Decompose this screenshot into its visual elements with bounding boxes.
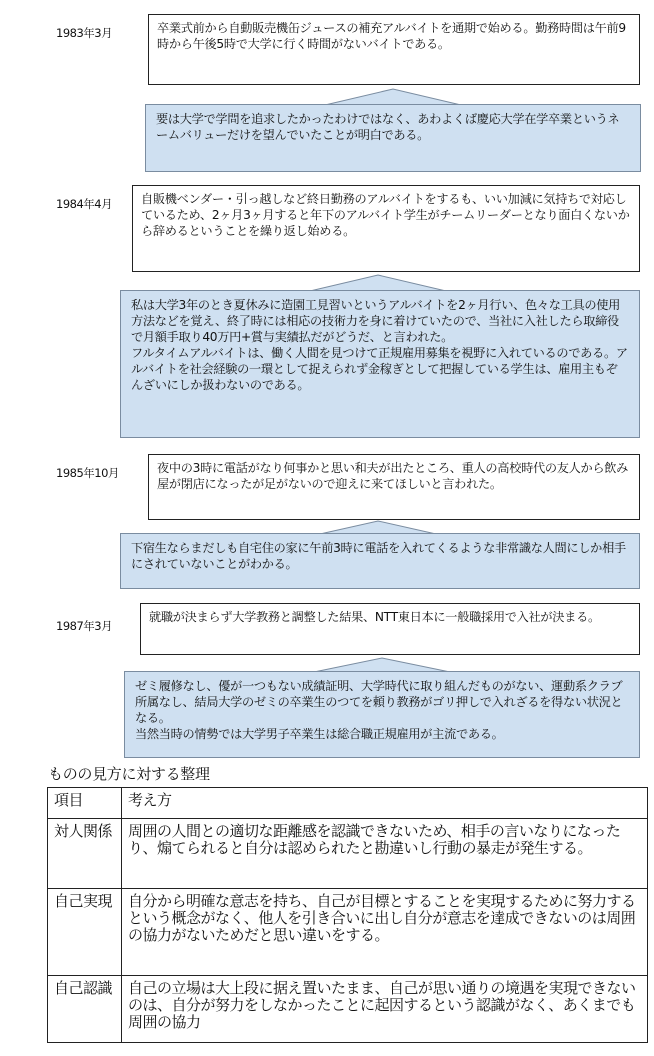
timeline-event-4: 就職が決まらず大学教務と調整した結果、NTT東日本に一般職採用で入社が決まる。 bbox=[140, 603, 640, 655]
timeline-event-3: 夜中の3時に電話がなり何事かと思い和夫が出たところ、重人の高校時代の友人から飲み屋が閉店になったが足がないので迎えに来てほしいと言われた。 bbox=[148, 454, 640, 520]
table-cell-item: 自己実現 bbox=[48, 889, 122, 976]
table-row bbox=[48, 976, 648, 1043]
table-header-approach: 考え方 bbox=[122, 788, 648, 819]
table-cell-item: 自己認識 bbox=[48, 976, 122, 1043]
timeline-date-3: 1985年10月 bbox=[56, 466, 119, 480]
note-paragraph: 下宿生ならまだしも自宅住の家に午前3時に電話を入れてくるような非常識な人間にしか相手にされていないことがわかる。 bbox=[131, 541, 626, 571]
table-cell-approach: 周囲の人間との適切な距離感を認識できないため、相手の言いなりになったり、煽てられると自分は認められたと勘違いし行動の暴走が発生する。 bbox=[122, 819, 648, 889]
table-cell-item: 対人関係 bbox=[48, 819, 122, 889]
perspective-table bbox=[47, 787, 648, 1043]
note-paragraph: 要は大学で学問を追求したかったわけではなく、あわよくば慶応大学在学卒業というネームバリューだけを望んでいたことが明白である。 bbox=[156, 112, 620, 142]
note-paragraph: フルタイムアルバイトは、働く人間を見つけて正規雇用募集を視野に入れているのである。アルバイトを社会経験の一環として捉えられず金稼ぎとして把握している学生は、雇用主もぞんざいにしか扱わないのである。 bbox=[131, 346, 628, 392]
note-paragraph: ゼミ履修なし、優が一つもない成績証明、大学時代に取り組んだものがない、運動系クラブ所属なし、結局大学のゼミの卒業生のつてを頼り教務がゴリ押しで入れざるを得ない状況となる。 bbox=[135, 679, 623, 725]
timeline-note-4 bbox=[124, 671, 640, 758]
table-cell-approach: 自分から明確な意志を持ち、自己が目標とすることを実現するために努力するという概念がなく、他人を引き合いに出し自分が意志を達成できないのは周囲の協力がないためだと思い違いをする。 bbox=[122, 889, 648, 976]
timeline-date-2: 1984年4月 bbox=[56, 197, 113, 211]
timeline-note-2 bbox=[120, 290, 640, 438]
timeline-date-4: 1987年3月 bbox=[56, 619, 113, 633]
timeline-date-1: 1983年3月 bbox=[56, 26, 113, 40]
table-header-item: 項目 bbox=[48, 788, 122, 819]
callout-pointer-2 bbox=[120, 272, 640, 292]
table-header-row bbox=[48, 788, 648, 819]
timeline-event-2: 自販機ベンダー・引っ越しなど終日勤務のアルバイトをするも、いい加減に気持ちで対応しているため、2ヶ月3ヶ月すると年下のアルバイト学生がチームリーダーとなり面白くないから辞めるということを繰り返し始める。 bbox=[132, 185, 640, 272]
section-title: ものの見方に対する整理 bbox=[48, 765, 210, 783]
timeline-note-3 bbox=[120, 533, 640, 589]
table-cell-approach: 自己の立場は大上段に据え置いたまま、自己が思い通りの境遇を実現できないのは、自分が努力をしなかったことに起因するという認識がなく、あくまでも周囲の協力 bbox=[122, 976, 648, 1043]
note-paragraph: 当然当時の情勢では大学男子卒業生は総合職正規雇用が主流である。 bbox=[135, 727, 504, 741]
table-row bbox=[48, 819, 648, 889]
timeline-note-1 bbox=[145, 104, 641, 172]
callout-pointer-1 bbox=[145, 86, 641, 106]
table-row bbox=[48, 889, 648, 976]
note-paragraph: 私は大学3年のとき夏休みに造園工見習いというアルバイトを2ヶ月行い、色々な工具の使用方法などを覚え、終了時には相応の技術力を身に着けていたので、当社に入社したら取締役で月額手取り40万円+賞与実績払だがどうだ、と言われた。 bbox=[131, 298, 621, 344]
timeline-event-1: 卒業式前から自動販売機缶ジュースの補充アルバイトを通期で始める。勤務時間は午前9時から午後5時で大学に行く時間がないバイトである。 bbox=[148, 14, 640, 85]
